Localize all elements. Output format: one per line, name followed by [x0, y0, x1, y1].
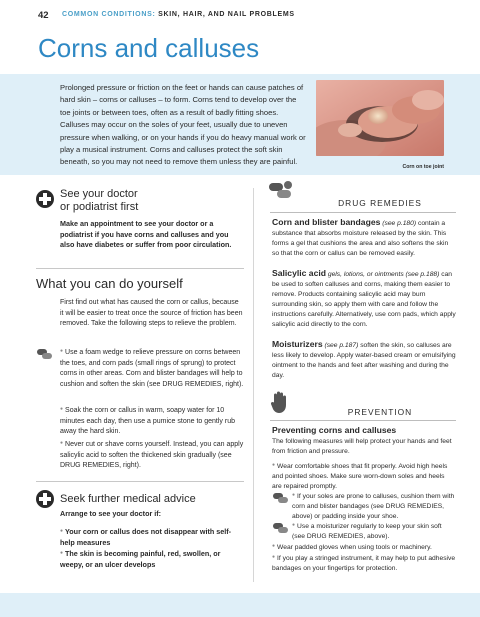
column-divider: [253, 188, 254, 582]
prevention-title: PREVENTION: [347, 407, 413, 417]
page-header: [0, 0, 480, 30]
prevention-bullet-gloves: ● Wear padded gloves when using tools or machinery.: [272, 541, 456, 553]
drug-item-name: Corn and blister bandages: [272, 217, 381, 227]
hand-icon: [270, 390, 290, 414]
what-you-can-do-heading: What you can do yourself: [36, 276, 183, 291]
see-doctor-heading: [60, 188, 138, 214]
prevention-bullet-shoes: ● Wear comfortable shoes that fit properly. Avoid high heels and pointed shoes. Make sure worn-down soles and heels are repaired promptly.: [272, 460, 456, 492]
page-title: Corns and calluses: [38, 33, 260, 63]
drug-item-text: contain a substance that absorbs moisture released by the skin. This forms a gel that cushions the area and also softens the skin so that the corn or callus can be removed easily.: [272, 220, 449, 258]
section-name: SKIN, HAIR, AND NAIL PROBLEMS: [158, 11, 295, 18]
bullet-soak: ● Soak the corn or callus in warm, soapy water for 10 minutes each day, then use a pumice stone to gently rub away the hard skin.: [60, 404, 244, 438]
bullet-never-cut: ● Never cut or shave corns yourself. Instead, you can apply salicylic acid to soften the thickened skin gradually (see DRUG REMEDIES, right).: [60, 438, 244, 472]
further-advice-intro: Arrange to see your doctor if:: [60, 509, 162, 518]
see-doctor-heading-line1: See your doctor: [60, 188, 138, 200]
section-title: [62, 11, 295, 18]
drug-item-ref: (see p.180): [382, 220, 417, 227]
prevention-bullet-moisturizer: ● Use a moisturizer regularly to keep your skin soft (see DRUG REMEDIES, above).: [292, 520, 456, 542]
what-you-can-do-intro: First find out what has caused the corn or callus, because it will be easier to treat once the source of friction has been removed. Take the following steps to relieve the problem.: [60, 299, 243, 327]
drug-remedies-title: DRUG REMEDIES: [338, 198, 422, 208]
pills-icon: [36, 347, 54, 361]
see-doctor-text: Make an appointment to see your doctor or a podiatrist if you have corns and calluses and you also have diabetes or suffer from poor circulation.: [60, 219, 232, 250]
drug-item-name: Moisturizers: [272, 339, 323, 349]
pills-icon: [272, 491, 290, 505]
photo-caption: Corn on toe joint: [402, 164, 444, 170]
see-doctor-heading-line2: or podiatrist first: [60, 201, 139, 213]
page-number: 42: [38, 10, 49, 21]
drug-item-text: can be used to soften calluses and corns, making them easier to remove. Products containing salicylic acid may burn surrounding skin, so apply them with care and follow the instructions carefully. Alternatively, use corn pads, which apply salicylic acid directly to the corn.: [272, 271, 456, 329]
divider: [270, 420, 456, 421]
drug-item-ref: gels, lotions, or ointments (see p.188): [327, 271, 440, 278]
divider: [270, 212, 456, 213]
medical-cross-icon: [36, 190, 54, 208]
corn-photo: [316, 80, 444, 156]
drug-item-ref: (see p.187): [324, 342, 359, 349]
drug-item-moisturizers: [272, 339, 456, 381]
prevention-bullet-soles: ● If your soles are prone to calluses, cushion them with corn and blister bandages (see DRUG REMEDIES, above) or padding inside your shoe.: [292, 490, 456, 522]
bullet-foam-wedge: ● Use a foam wedge to relieve pressure on corns between the toes, and corn pads (small rings of sprung) to protect corns in other areas. Corn and blister bandages will help to cushion and soften the skin (see DRUG REMEDIES, right).: [60, 346, 244, 390]
prevention-bullet-instrument: ● If you play a stringed instrument, it may help to put adhesive bandages on your fingertips for protection.: [272, 552, 456, 574]
further-advice-bullet-1: ● Your corn or callus does not disappear with self-help measures: [60, 526, 244, 548]
section-prefix: COMMON CONDITIONS:: [62, 11, 156, 18]
prevention-intro: The following measures will help protect your hands and feet from friction and pressure.: [272, 438, 452, 456]
drug-item-bandages: [272, 217, 456, 259]
prevention-heading: Preventing corns and calluses: [272, 425, 397, 435]
medical-cross-icon: [36, 490, 54, 508]
pills-icon: [272, 521, 290, 535]
toe-photo-illustration: [316, 80, 444, 156]
divider: [36, 481, 244, 482]
further-advice-bullet-2: ● The skin is becoming painful, red, swollen, or weepy, or an ulcer develops: [60, 548, 244, 570]
pills-icon: [268, 180, 294, 202]
further-advice-heading: Seek further medical advice: [60, 493, 196, 505]
footer-band: [0, 593, 480, 617]
divider: [36, 268, 244, 269]
intro-text: Prolonged pressure or friction on the feet or hands can cause patches of hard skin – corns or calluses – to form. Corns tend to develop over the toe joints or between toes, often as a result of badly fitting shoes. Calluses may occur on the soles of your feet, usually due to uneven pressure when walking, or on your hands if you do heavy manual work or play a musical instrument. Corns and calluses protect the soft skin beneath, so you may not need to remove them unless they are painful.: [60, 83, 306, 167]
drug-item-salicylic: [272, 268, 456, 331]
drug-item-text: soften the skin, so calluses are less likely to develop. Apply water-based cream or emulsifying ointment to the hands and feet after washing and during the day.: [272, 342, 456, 380]
drug-item-name: Salicylic acid: [272, 268, 326, 278]
